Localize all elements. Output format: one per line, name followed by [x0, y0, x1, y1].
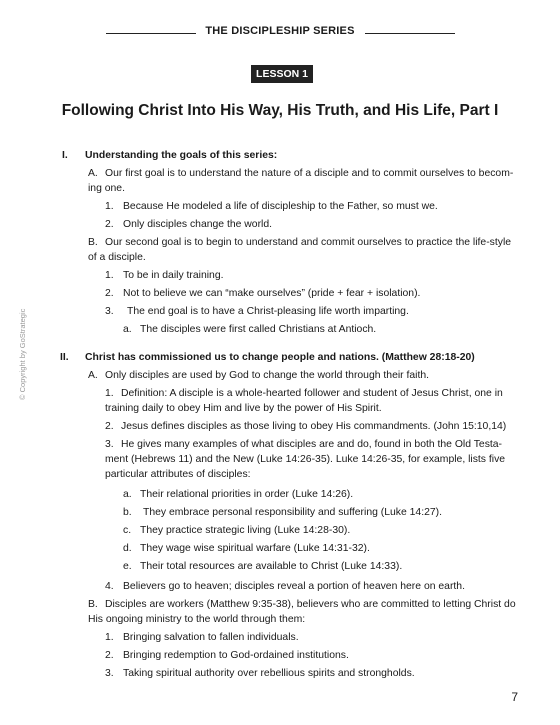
outline-letter: A.: [88, 370, 98, 381]
header-rule-right: [365, 33, 455, 34]
copyright-note: © Copyright by GoStrategic: [18, 308, 27, 400]
series-title: THE DISCIPLESHIP SERIES: [205, 25, 355, 37]
outline-letter: a.: [123, 324, 132, 335]
outline-text: Only disciples are used by God to change the world through their faith.: [105, 370, 430, 381]
outline-number: 2.: [105, 288, 114, 299]
outline-text: Because He modeled a life of discipleship to the Father, so must we.: [123, 201, 438, 212]
outline-text: Bringing redemption to God-ordained institutions.: [123, 650, 349, 661]
outline-letter: B.: [88, 237, 98, 248]
outline-text: The end goal is to have a Christ-pleasing life worth imparting.: [127, 306, 409, 317]
outline-text: They practice strategic living (Luke 14:28-30).: [140, 525, 351, 536]
outline-letter: a.: [123, 489, 132, 500]
outline-number: 1.: [105, 632, 114, 643]
section-number: I.: [62, 150, 68, 161]
outline-text: They embrace personal responsibility and suffering (Luke 14:27).: [143, 507, 442, 518]
outline-text: Disciples are workers (Matthew 9:35-38), believers who are committed to letting Christ do: [105, 599, 516, 610]
page-number: 7: [511, 690, 518, 704]
lesson-badge: LESSON 1: [251, 65, 313, 83]
section-number: II.: [60, 352, 69, 363]
outline-number: 1.: [105, 270, 114, 281]
outline-number: 2.: [105, 650, 114, 661]
lesson-title: Following Christ Into His Way, His Truth, and His Life, Part I: [61, 102, 499, 119]
outline-text: Bringing salvation to fallen individuals.: [123, 632, 299, 643]
outline-text: Their total resources are available to Christ (Luke 14:33).: [140, 561, 403, 572]
outline-text: Believers go to heaven; disciples reveal a portion of heaven here on earth.: [123, 581, 465, 592]
outline-number: 3.: [105, 439, 114, 450]
outline-number: 4.: [105, 581, 114, 592]
outline-text: ing one.: [88, 183, 125, 194]
outline-text: They wage wise spiritual warfare (Luke 14:31-32).: [140, 543, 370, 554]
outline-number: 2.: [105, 421, 114, 432]
outline-text: Definition: A disciple is a whole-hearted follower and student of Jesus Christ, one in: [121, 388, 503, 399]
outline-letter: b.: [123, 507, 132, 518]
outline-text: Their relational priorities in order (Luke 14:26).: [140, 489, 354, 500]
outline-text: of a disciple.: [88, 252, 146, 263]
outline-letter: e.: [123, 561, 132, 572]
outline-text: Taking spiritual authority over rebellious spirits and strongholds.: [123, 668, 415, 679]
outline-number: 3.: [105, 668, 114, 679]
outline-text: His ongoing ministry to the world through them:: [88, 614, 306, 625]
outline-letter: B.: [88, 599, 98, 610]
section-heading: Understanding the goals of this series:: [85, 150, 278, 161]
outline-text: Only disciples change the world.: [123, 219, 273, 230]
outline-number: 1.: [105, 388, 114, 399]
outline-text: Jesus defines disciples as those living to obey His commandments. (John 15:10,14): [121, 421, 507, 432]
outline-text: He gives many examples of what disciples are and do, found in both the Old Testa-: [121, 439, 503, 450]
outline-text: ment (Hebrews 11) and the New (Luke 14:26-35). Luke 14:26-35, for example, lists five: [105, 454, 506, 465]
outline-text: The disciples were first called Christians at Antioch.: [140, 324, 377, 335]
outline-number: 2.: [105, 219, 114, 230]
outline-text: Our second goal is to begin to understand and commit ourselves to practice the life-style: [105, 237, 512, 248]
outline-text: Our first goal is to understand the nature of a disciple and to commit ourselves to becom-: [105, 168, 514, 179]
outline-letter: d.: [123, 543, 132, 554]
outline-letter: A.: [88, 168, 98, 179]
outline-letter: c.: [123, 525, 132, 536]
outline-text: Not to believe we can “make ourselves” (pride + fear + isolation).: [123, 288, 421, 299]
outline-text: To be in daily training.: [123, 270, 224, 281]
outline-number: 1.: [105, 201, 114, 212]
outline-text: training daily to obey Him and live by the power of His Spirit.: [105, 403, 382, 414]
section-heading: Christ has commissioned us to change people and nations. (Matthew 28:18-20): [85, 352, 475, 363]
outline-number: 3.: [105, 306, 114, 317]
outline-text: particular attributes of disciples:: [105, 469, 251, 480]
